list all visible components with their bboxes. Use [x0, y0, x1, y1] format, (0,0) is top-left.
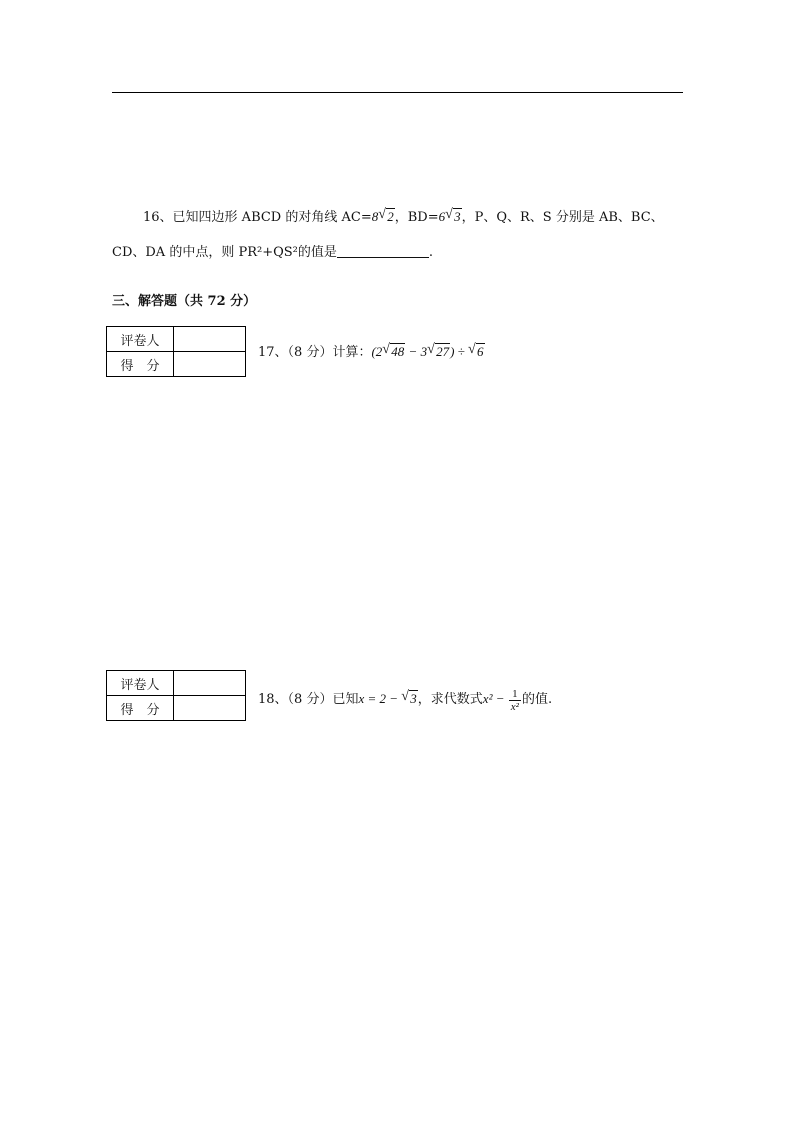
q17-minus: − 3	[405, 344, 428, 359]
q16-bd-coef: 6	[438, 209, 446, 224]
q18-expression	[482, 687, 522, 713]
reviewer-cell[interactable]	[174, 327, 246, 352]
q17-expression	[371, 344, 484, 359]
q17-radicand-1: 48	[391, 344, 405, 359]
q17-radicand-3: 6	[477, 344, 484, 359]
q16-answer-blank[interactable]	[337, 243, 429, 258]
score-label: 得 分	[107, 696, 174, 721]
q18-line	[258, 686, 552, 713]
q16-bd-radicand: 3	[454, 209, 461, 224]
q18-expr: x² −	[482, 691, 508, 706]
q16-ac-value	[372, 209, 395, 224]
q16-bd-radical: √ 3	[445, 207, 461, 224]
q16-bd-value	[439, 209, 462, 224]
reviewer-label: 评卷人	[107, 671, 174, 696]
q16-ac-coef: 8	[371, 209, 379, 224]
reviewer-label: 评卷人	[107, 327, 174, 352]
q17-radicand-2: 27	[436, 344, 450, 359]
q18-middle: ，求代数式	[417, 692, 483, 707]
q18-frac-den: x²	[510, 700, 519, 713]
q17-prefix: 17、（8 分）计算：	[258, 345, 372, 360]
header-rule	[112, 92, 683, 93]
score-box-q18	[106, 670, 246, 721]
q16-line1-suffix: ，P、Q、R、S 分别是 AB、BC、	[461, 210, 664, 225]
q16-line2-suffix: .	[428, 245, 434, 260]
q16-ac-radical: √ 2	[378, 207, 394, 224]
q17-expr-close: ) ÷	[450, 344, 469, 359]
q18-condition	[358, 691, 417, 706]
score-cell[interactable]	[174, 696, 246, 721]
score-cell[interactable]	[174, 352, 246, 377]
q17-radical-3: √ 6	[468, 342, 484, 359]
q16-bd-label: ，BD=	[394, 210, 439, 225]
q18-radical: √ 3	[401, 689, 417, 706]
score-label: 得 分	[107, 352, 174, 377]
q17-line	[258, 342, 485, 363]
q17-radical-2: √ 27	[427, 342, 450, 359]
q16-ac-radicand: 2	[387, 209, 394, 224]
score-box-q17	[106, 326, 246, 377]
q17-expr-open: (2	[371, 344, 383, 359]
q18-prefix: 18、（8 分）已知	[258, 692, 359, 707]
q16-line1-prefix: 16、已知四边形 ABCD 的对角线 AC=	[143, 210, 372, 225]
q17-radical-1: √ 48	[382, 342, 405, 359]
q16-line-2	[112, 243, 433, 263]
reviewer-cell[interactable]	[174, 671, 246, 696]
q18-radicand: 3	[410, 691, 417, 706]
q18-frac-num: 1	[509, 688, 521, 701]
q18-suffix: 的值.	[521, 692, 553, 707]
q18-fraction	[509, 688, 521, 713]
q18-x-eq: x = 2 −	[358, 691, 402, 706]
q16-line2-prefix: CD、DA 的中点，则 PR²+QS²的值是	[112, 245, 337, 260]
q16-line-1	[143, 207, 664, 228]
section-3-title: 三、解答题（共 72 分）	[112, 294, 257, 309]
